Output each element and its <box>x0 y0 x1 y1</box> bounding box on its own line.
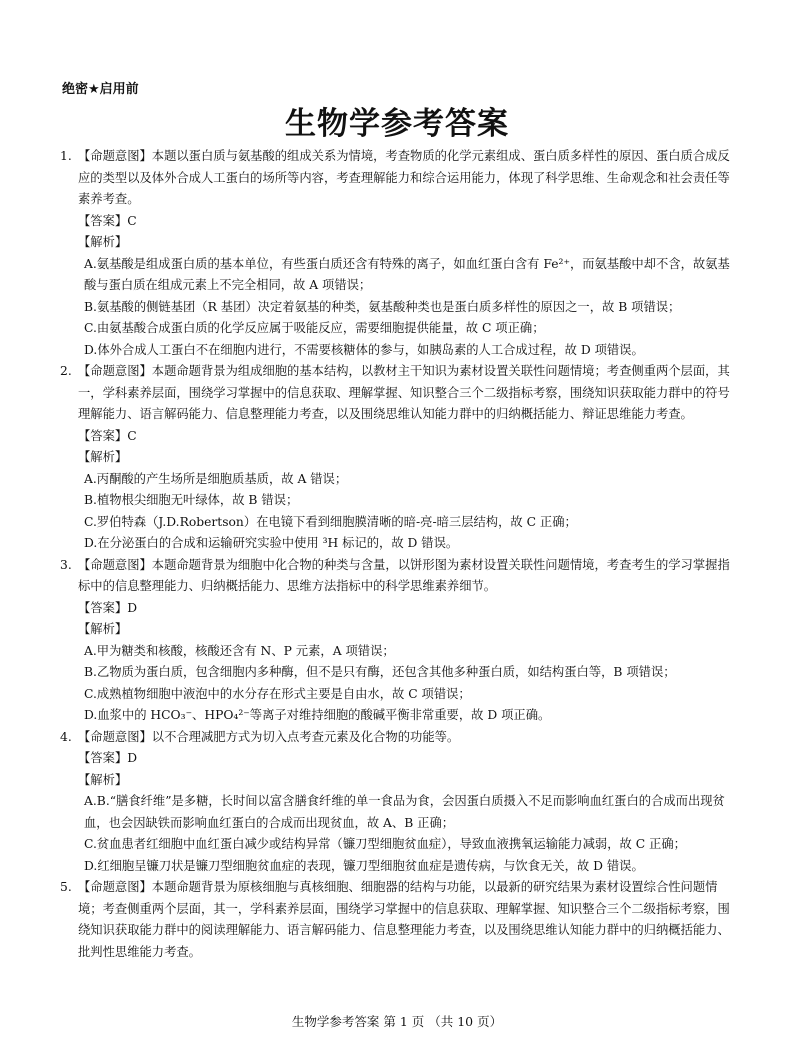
analysis-option: D.红细胞呈镰刀状是镰刀型细胞贫血症的表现，镰刀型细胞贫血症是遗传病，与饮食无关，故 D 错误。 <box>84 858 644 873</box>
analysis-option: C.成熟植物细胞中液泡中的水分存在形式主要是自由水，故 C 项错误； <box>84 686 471 701</box>
question-intent <box>60 146 740 211</box>
intent-text: 【命题意图】本题命题背景为原核细胞与真核细胞、细胞器的结构与功能，以最新的研究结果为素材设置综合性问题情境；考查侧重两个层面，其一，学科素养层面，围绕学习掌握中的信息获取、理解掌握、知识整合三个二级指标考察，围绕知识获取能力群中的阅读理解能力、语言解码能力、信息整理能力考查，以及围绕思维认知能力群中的归纳概括能力、批判性思维能力考查。 <box>78 880 730 959</box>
question-number: 2. <box>60 364 72 378</box>
answer-content <box>60 146 740 963</box>
analysis-option: D.血浆中的 HCO₃⁻、HPO₄²⁻等离子对维持细胞的酸碱平衡非常重要，故 D 项正确。 <box>84 708 551 722</box>
analysis-label: 【解析】 <box>78 450 128 464</box>
page-title: 生物学参考答案 <box>285 106 509 142</box>
answer-line: 【答案】D <box>78 600 138 615</box>
question-5 <box>60 877 740 963</box>
analysis-option: A.丙酮酸的产生场所是细胞质基质，故 A 错误； <box>84 471 348 486</box>
question-number: 5. <box>60 880 72 894</box>
page-footer: 生物学参考答案 第 1 页 （共 10 页） <box>291 1014 503 1029</box>
question-intent <box>60 555 740 598</box>
question-intent <box>60 727 740 749</box>
analysis-label: 【解析】 <box>78 235 128 249</box>
analysis-option: A.甲为糖类和核酸，核酸还含有 N、P 元素，A 项错误； <box>84 643 395 658</box>
analysis-option: C.由氨基酸合成蛋白质的化学反应属于吸能反应，需要细胞提供能量，故 C 项正确； <box>84 321 545 335</box>
analysis-option: A.B.“膳食纤维”是多糖，长时间以富含膳食纤维的单一食品为食，会因蛋白质摄入不足而影响血红蛋白的合成而出现贫血，也会因缺铁而影响血红蛋白的合成而出现贫血，故 A、B 正确； <box>84 794 725 830</box>
intent-text: 【命题意图】本题以蛋白质与氨基酸的组成关系为情境，考查物质的化学元素组成、蛋白质多样性的原因、蛋白质合成反应的类型以及体外合成人工蛋白的场所等内容，考查理解能力和综合运用能力，体现了科学思维、生命观念和社会责任等素养考查。 <box>78 149 730 206</box>
analysis-label: 【解析】 <box>78 772 128 787</box>
answer-line: 【答案】C <box>78 428 137 443</box>
analysis-option: B.植物根尖细胞无叶绿体，故 B 错误； <box>84 493 299 507</box>
analysis-option: B.氨基酸的侧链基团（R 基团）决定着氨基的种类，氨基酸种类也是蛋白质多样性的原因之一，故 B 项错误； <box>84 299 681 314</box>
question-3 <box>60 555 740 727</box>
question-number: 4. <box>60 729 72 744</box>
analysis-option: A.氨基酸是组成蛋白质的基本单位，有些蛋白质还含有特殊的离子，如血红蛋白含有 Fe²⁺，而氨基酸中却不含，故氨基酸与蛋白质在组成元素上不完全相同，故 A 项错误； <box>84 256 730 292</box>
question-4 <box>60 727 740 878</box>
analysis-label: 【解析】 <box>78 622 128 636</box>
analysis-option: C.贫血患者红细胞中血红蛋白减少或结构异常（镰刀型细胞贫血症），导致血液携氧运输能力减弱，故 C 正确； <box>84 837 686 851</box>
question-1 <box>60 146 740 361</box>
question-2 <box>60 361 740 555</box>
question-number: 3. <box>60 557 72 572</box>
question-number: 1. <box>60 149 72 163</box>
analysis-option: D.在分泌蛋白的合成和运输研究实验中使用 ³H 标记的，故 D 错误。 <box>84 536 459 550</box>
analysis-option: B.乙物质为蛋白质，包含细胞内多种酶，但不是只有酶，还包含其他多种蛋白质，如结构蛋白等，B 项错误； <box>84 665 676 679</box>
question-intent <box>60 361 740 426</box>
secret-mark: 绝密★启用前 <box>62 82 139 97</box>
answer-line: 【答案】C <box>78 213 137 228</box>
intent-text: 【命题意图】本题命题背景为组成细胞的基本结构，以教材主干知识为素材设置关联性问题情境；考查侧重两个层面，其一，学科素养层面，围绕学习掌握中的信息获取、理解掌握、知识整合三个二级指标考察，围绕知识获取能力群中的符号理解能力、语言解码能力、信息整理能力考查，以及围绕思维认知能力群中的归纳概括能力、辩证思维能力考查。 <box>78 364 730 421</box>
analysis-option: C.罗伯特森（J.D.Robertson）在电镜下看到细胞膜清晰的暗-亮-暗三层结构，故 C 正确； <box>84 514 577 529</box>
answer-line: 【答案】D <box>78 751 138 765</box>
intent-text: 【命题意图】以不合理减肥方式为切入点考查元素及化合物的功能等。 <box>78 729 460 744</box>
question-intent <box>60 877 740 963</box>
analysis-option: D.体外合成人工蛋白不在细胞内进行，不需要核糖体的参与，如胰岛素的人工合成过程，故 D 项错误。 <box>84 342 644 357</box>
intent-text: 【命题意图】本题命题背景为细胞中化合物的种类与含量，以饼形图为素材设置关联性问题情境，考查考生的学习掌握指标中的信息整理能力、归纳概括能力、思维方法指标中的科学思维素养细节。 <box>78 557 730 593</box>
